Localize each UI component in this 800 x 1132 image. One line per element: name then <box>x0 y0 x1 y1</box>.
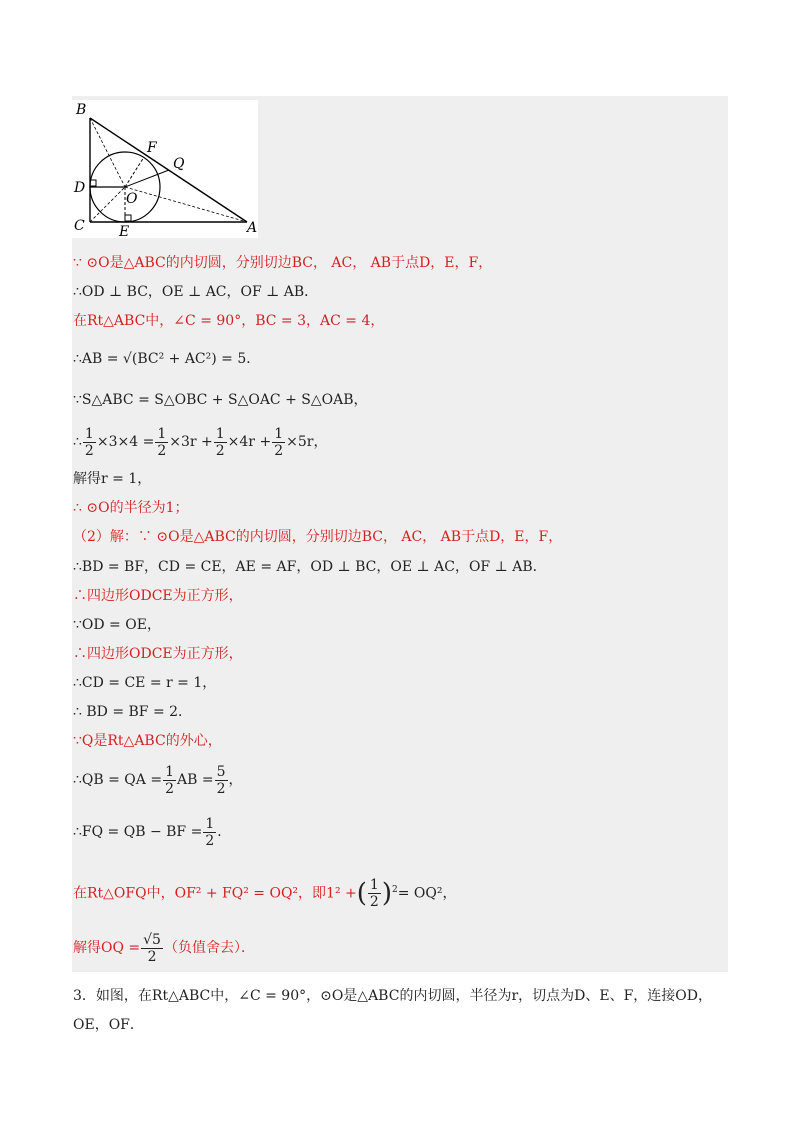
fraction-five-halves: $\frac{5}{2}$ <box>216 763 226 797</box>
geometry-figure <box>72 100 258 238</box>
solution-line-6: ∴ $\frac{1}{2}$ ×3×4 = $\frac{1}{2}$ ×3r + $\frac{1}{2}$ ×4r + $\frac{1}{2}$ ×5r， <box>73 425 328 459</box>
fraction-half: $\frac{1}{2}$ <box>369 877 379 911</box>
label-a: A <box>247 220 258 236</box>
solution-line-1: ∵ ⊙O是△ABC的内切圆，分别切边BC， AC， AB于点D，E，F， <box>73 255 493 271</box>
fraction-half: $\frac{1}{2}$ <box>157 425 167 459</box>
label-f: F <box>147 140 157 156</box>
solution-line-5: ∵S△ABC = S△OBC + S△OAC + S△OAB， <box>73 392 368 408</box>
fraction-half: $\frac{1}{2}$ <box>205 815 215 849</box>
question-3-line-1: 3．如图，在Rt△ABC中，∠C = 90°，⊙O是△ABC的内切圆，半径为r，切点为D、E、F，连接OD， <box>73 988 712 1004</box>
solution-line-8: ∴ ⊙O的半径为1； <box>73 500 189 516</box>
fraction-sqrt5-half: $\frac{√5}{2}$ <box>143 931 161 965</box>
label-d: D <box>74 180 86 196</box>
triangle-diagram <box>72 100 258 238</box>
solution-line-4: ∴AB = √(BC² + AC²) = 5． <box>73 351 261 367</box>
solution-line-13: ∴四边形ODCE为正方形， <box>73 646 243 662</box>
label-b: B <box>76 102 87 118</box>
solution-line-14: ∴CD = CE = r = 1， <box>73 675 217 691</box>
fraction-half: $\frac{1}{2}$ <box>84 425 94 459</box>
solution-line-18: ∴FQ = QB − BF = $\frac{1}{2}$ ． <box>73 815 232 849</box>
solution-line-7: 解得r = 1， <box>73 471 152 487</box>
solution-line-16: ∵Q是Rt△ABC的外心， <box>73 733 222 749</box>
solution-line-11: ∴四边形ODCE为正方形， <box>73 588 243 604</box>
solution-line-15: ∴ BD = BF = 2． <box>73 704 193 720</box>
solution-line-17: ∴QB = QA = $\frac{1}{2}$ AB = $\frac{5}{2}$ ， <box>73 763 243 797</box>
solution-line-19: 在Rt△OFQ中，OF² + FQ² = OQ²，即1² +( $\frac{1}{2}$ )$^2$= OQ²， <box>73 877 457 911</box>
solution-line-3: 在Rt△ABC中，∠C = 90°，BC = 3，AC = 4， <box>73 313 385 329</box>
solution-line-20: 解得OQ = $\frac{√5}{2}$ （负值舍去）． <box>73 931 255 965</box>
label-o: O <box>126 191 138 207</box>
solution-line-9: （2）解：∵ ⊙O是△ABC的内切圆，分别切边BC， AC， AB于点D，E，F， <box>73 529 563 545</box>
solution-line-12: ∵OD = OE， <box>73 617 161 633</box>
fraction-half: $\frac{1}{2}$ <box>215 425 225 459</box>
label-q: Q <box>173 156 185 172</box>
fraction-half: $\frac{1}{2}$ <box>274 425 284 459</box>
fraction-half: $\frac{1}{2}$ <box>165 763 174 797</box>
solution-line-2: ∴OD ⊥ BC，OE ⊥ AC，OF ⊥ AB． <box>73 284 319 300</box>
right-angle-e <box>125 215 131 221</box>
question-3-line-2: OE，OF． <box>73 1017 144 1033</box>
segment-of <box>125 157 144 187</box>
segment-oq <box>125 170 169 187</box>
solution-line-10: ∴BD = BF，CD = CE，AE = AF，OD ⊥ BC，OE ⊥ AC，OF ⊥ AB． <box>73 559 547 575</box>
label-c: C <box>74 218 85 234</box>
label-e: E <box>119 224 130 238</box>
